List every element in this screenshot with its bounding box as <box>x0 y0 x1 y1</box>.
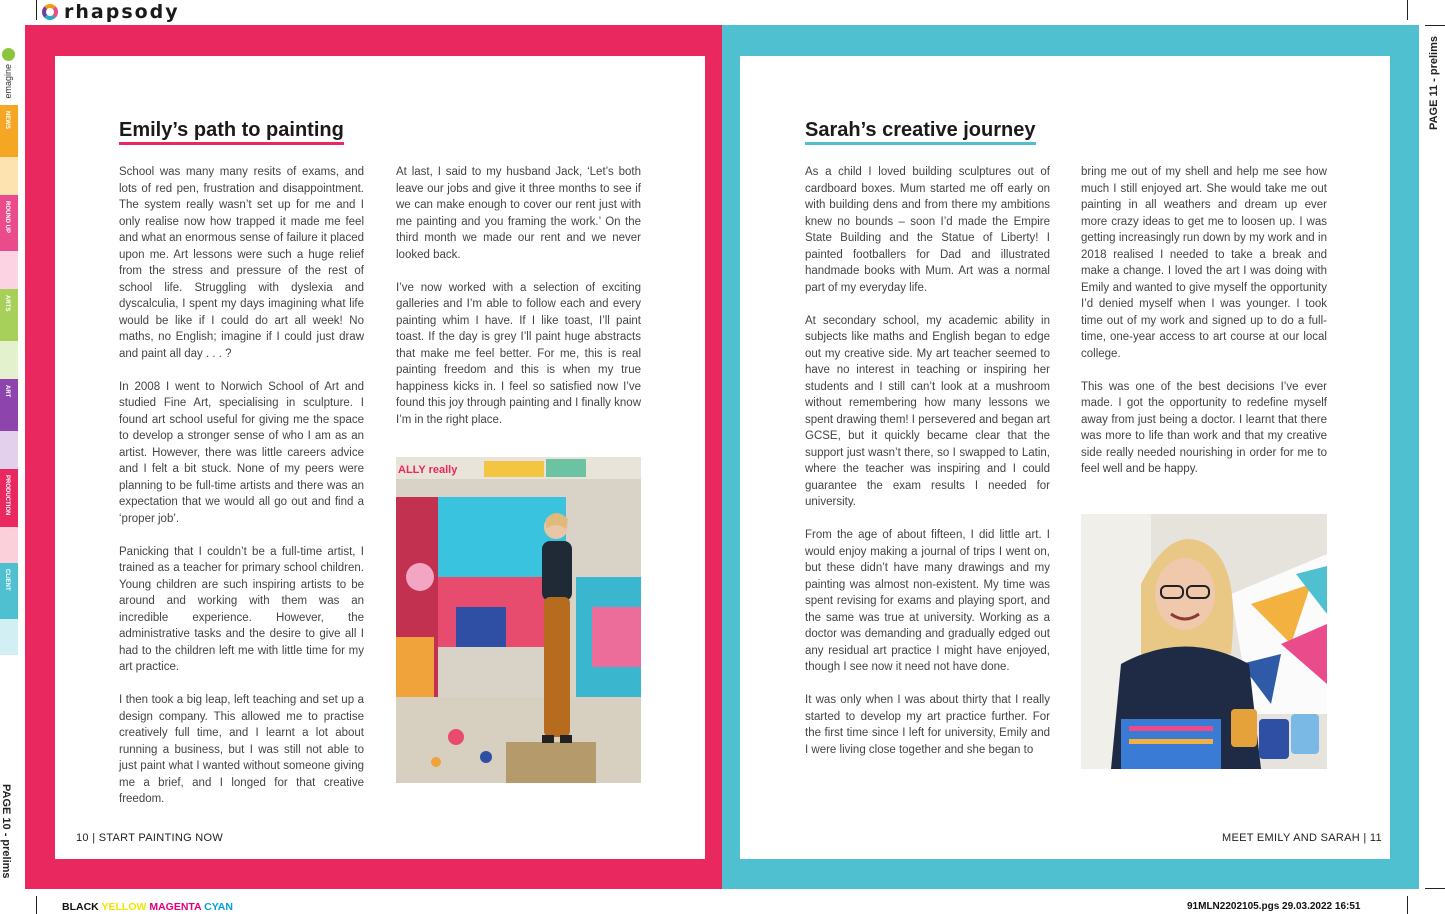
side-tab <box>0 563 18 619</box>
right-column-2 <box>1081 164 1327 494</box>
color-separation-label: CYAN <box>204 901 233 913</box>
side-tab <box>0 289 18 341</box>
crop-mark <box>36 896 37 914</box>
paragraph: At last, I said to my husband Jack, ‘Let’s both leave our jobs and give it three months to see if we can make enough to cover our rent just with me painting and you framing the work.’ On the third month we made our rent and we never looked back. <box>396 166 641 261</box>
paragraph: From the age of about fifteen, I did little art. I would enjoy making a journal of trips I went on, but these didn’t have many drawings and my painting was almost non-existent. My time was spent revising for exams and playing sport, and the same was true at university. Working as a doctor was demanding and gradually edged out any residual art practice I might have enjoyed, though I see now it need not have done. <box>805 529 1050 673</box>
paragraph: At secondary school, my academic ability in subjects like maths and English began to edge out my creative side. My art teacher seemed to have no interest in teaching or inspiring her students and I still can’t look at a mushroom without remembering how many lessons we spent drawing them! I persevered and began art GCSE, but it quickly became clear that the support just wasn’t there, so I swapped to Latin, where the teacher was inspiring and I could guarantee the exam results I needed for university. <box>805 314 1050 508</box>
right-page-folio: MEET EMILY AND SARAH | 11 <box>1222 832 1382 844</box>
crop-mark <box>36 0 37 20</box>
section-tabs <box>0 105 18 655</box>
left-page-slug: PAGE 10 - prelims <box>0 784 12 879</box>
side-tab <box>0 431 18 469</box>
side-tab-label: NEWS <box>4 111 10 129</box>
paragraph: Panicking that I couldn’t be a full-time artist, I trained as a teacher for primary school children. Young children are such inspiring artists to be around and working with them was an incredible experience. However, the administrative tasks and the desire to give all I had to the children left me with little time for my art practice. <box>119 545 364 673</box>
sarah-photo <box>1081 514 1327 769</box>
color-separation-label: YELLOW <box>101 901 150 913</box>
paragraph: This was one of the best decisions I’ve ever made. I got the opportunity to redefine myself away from just being a doctor. I learnt that there was more to life than work and that my creative side really needed nourishing in order for me to feel well and be happy. <box>1081 380 1327 475</box>
side-tab-label: ROUND UP <box>4 201 10 234</box>
emagine-label: emagine <box>3 64 13 99</box>
crop-mark <box>1407 0 1408 20</box>
file-slug: 91MLN2202105.pgs 29.03.2022 16:51 <box>1187 901 1361 912</box>
side-tab <box>0 195 18 251</box>
color-separations <box>62 901 233 913</box>
left-column-2 <box>396 164 641 445</box>
side-tab-label: PRODUCTION <box>4 475 10 516</box>
right-column-1 <box>805 164 1050 775</box>
crop-mark <box>1425 25 1445 26</box>
side-tab-label: ART <box>4 385 10 398</box>
paragraph: I then took a big leap, left teaching and set up a design company. This allowed me to practise creatively full time, and I learnt a lot about running a business, but I was still not able to just paint what I wanted without someone giving me a brief, and I longed for that creative freedom. <box>119 694 364 805</box>
crop-mark <box>1425 888 1445 889</box>
sarah-painting-image <box>1081 514 1327 769</box>
left-page-folio: 10 | START PAINTING NOW <box>76 832 224 844</box>
side-tab <box>0 527 18 563</box>
paragraph: I’ve now worked with a selection of exciting galleries and I’m able to follow each and every painting whim I have. If I like toast, I’ll paint toast. If the day is grey I’ll paint huge abstracts that make me feel better. For me, this is real painting freedom and this is when my true happiness kicks in. I feel so satisfied now I’ve found this joy through painting and I finally know I’m in the right place. <box>396 281 641 426</box>
side-tab <box>0 105 18 157</box>
emagine-brand <box>0 44 18 104</box>
side-tab <box>0 619 18 655</box>
paragraph: bring me out of my shell and help me see how much I still enjoyed art. She would take me out painting in all weathers and dream up ever more crazy ideas to get me to loosen up. I was getting increasingly run down by my work and in 2018 realised I needed to take a break and make a change. I loved the art I was doing with Emily and wanted to give myself the opportunity I’d denied myself when I was younger. I took time out of my work and signed up to do a full-time, one-year access to art course at our local college. <box>1081 166 1327 360</box>
right-page-slug: PAGE 11 - prelims <box>1428 36 1440 130</box>
canvas-lettering: ALLY really <box>398 464 458 476</box>
logo-text: rhapsody <box>64 1 180 23</box>
side-tab-label: ARTS <box>4 295 10 312</box>
side-tab <box>0 469 18 527</box>
paragraph: It was only when I was about thirty that I really started to develop my art practice further. For the first time since I left for university, Emily and I were living close together and she began to <box>805 694 1050 756</box>
left-page-title: Emily’s path to painting <box>119 118 344 145</box>
right-page-title: Sarah’s creative journey <box>805 118 1036 145</box>
paragraph: In 2008 I went to Norwich School of Art and studied Fine Art, specialising in sculpture. I found art school useful for giving me the space to develop a stronger sense of who I am as an artist. However, there was little careers advice and I felt a bit stuck. None of my peers were planning to be full-time artists and there was an expectation that we would all go out and find a ‘proper job’. <box>119 380 364 525</box>
emily-photo <box>396 457 641 783</box>
logo-ring-icon <box>42 4 58 20</box>
side-tab <box>0 341 18 379</box>
emily-painting-studio-image <box>396 457 641 783</box>
side-tab <box>0 379 18 431</box>
side-tab <box>0 157 18 195</box>
color-separation-label: MAGENTA <box>149 901 205 913</box>
emagine-logo-icon <box>2 48 15 61</box>
rhapsody-logo <box>42 0 180 24</box>
paragraph: As a child I loved building sculptures out of cardboard boxes. Mum started me off early on with building dens and from there my ambitions knew no bounds – soon I’d made the Empire State Building and the Statue of Liberty! I painted footballers for Dad and illustrated handmade books with Mum. Art was a normal part of my everyday life. <box>805 166 1050 294</box>
side-tab-label: CLIENT <box>4 569 10 591</box>
left-column-1 <box>119 164 364 824</box>
color-separation-label: BLACK <box>62 901 102 913</box>
paragraph: School was many many resits of exams, and lots of red pen, frustration and disappointment. The system really wasn’t set up for me and I only realise now how trapped it made me feel and what an enormous sense of failure it placed upon me. Art lessons were such a huge relief from the stress and pressure of the rest of school life. Struggling with dyslexia and dyscalculia, I spent my days imagining what life would be like if I could do art all week! No maths, no English; imagine if I could just draw and paint all day . . . ? <box>119 166 364 360</box>
side-tab <box>0 251 18 289</box>
crop-mark <box>1407 896 1408 914</box>
